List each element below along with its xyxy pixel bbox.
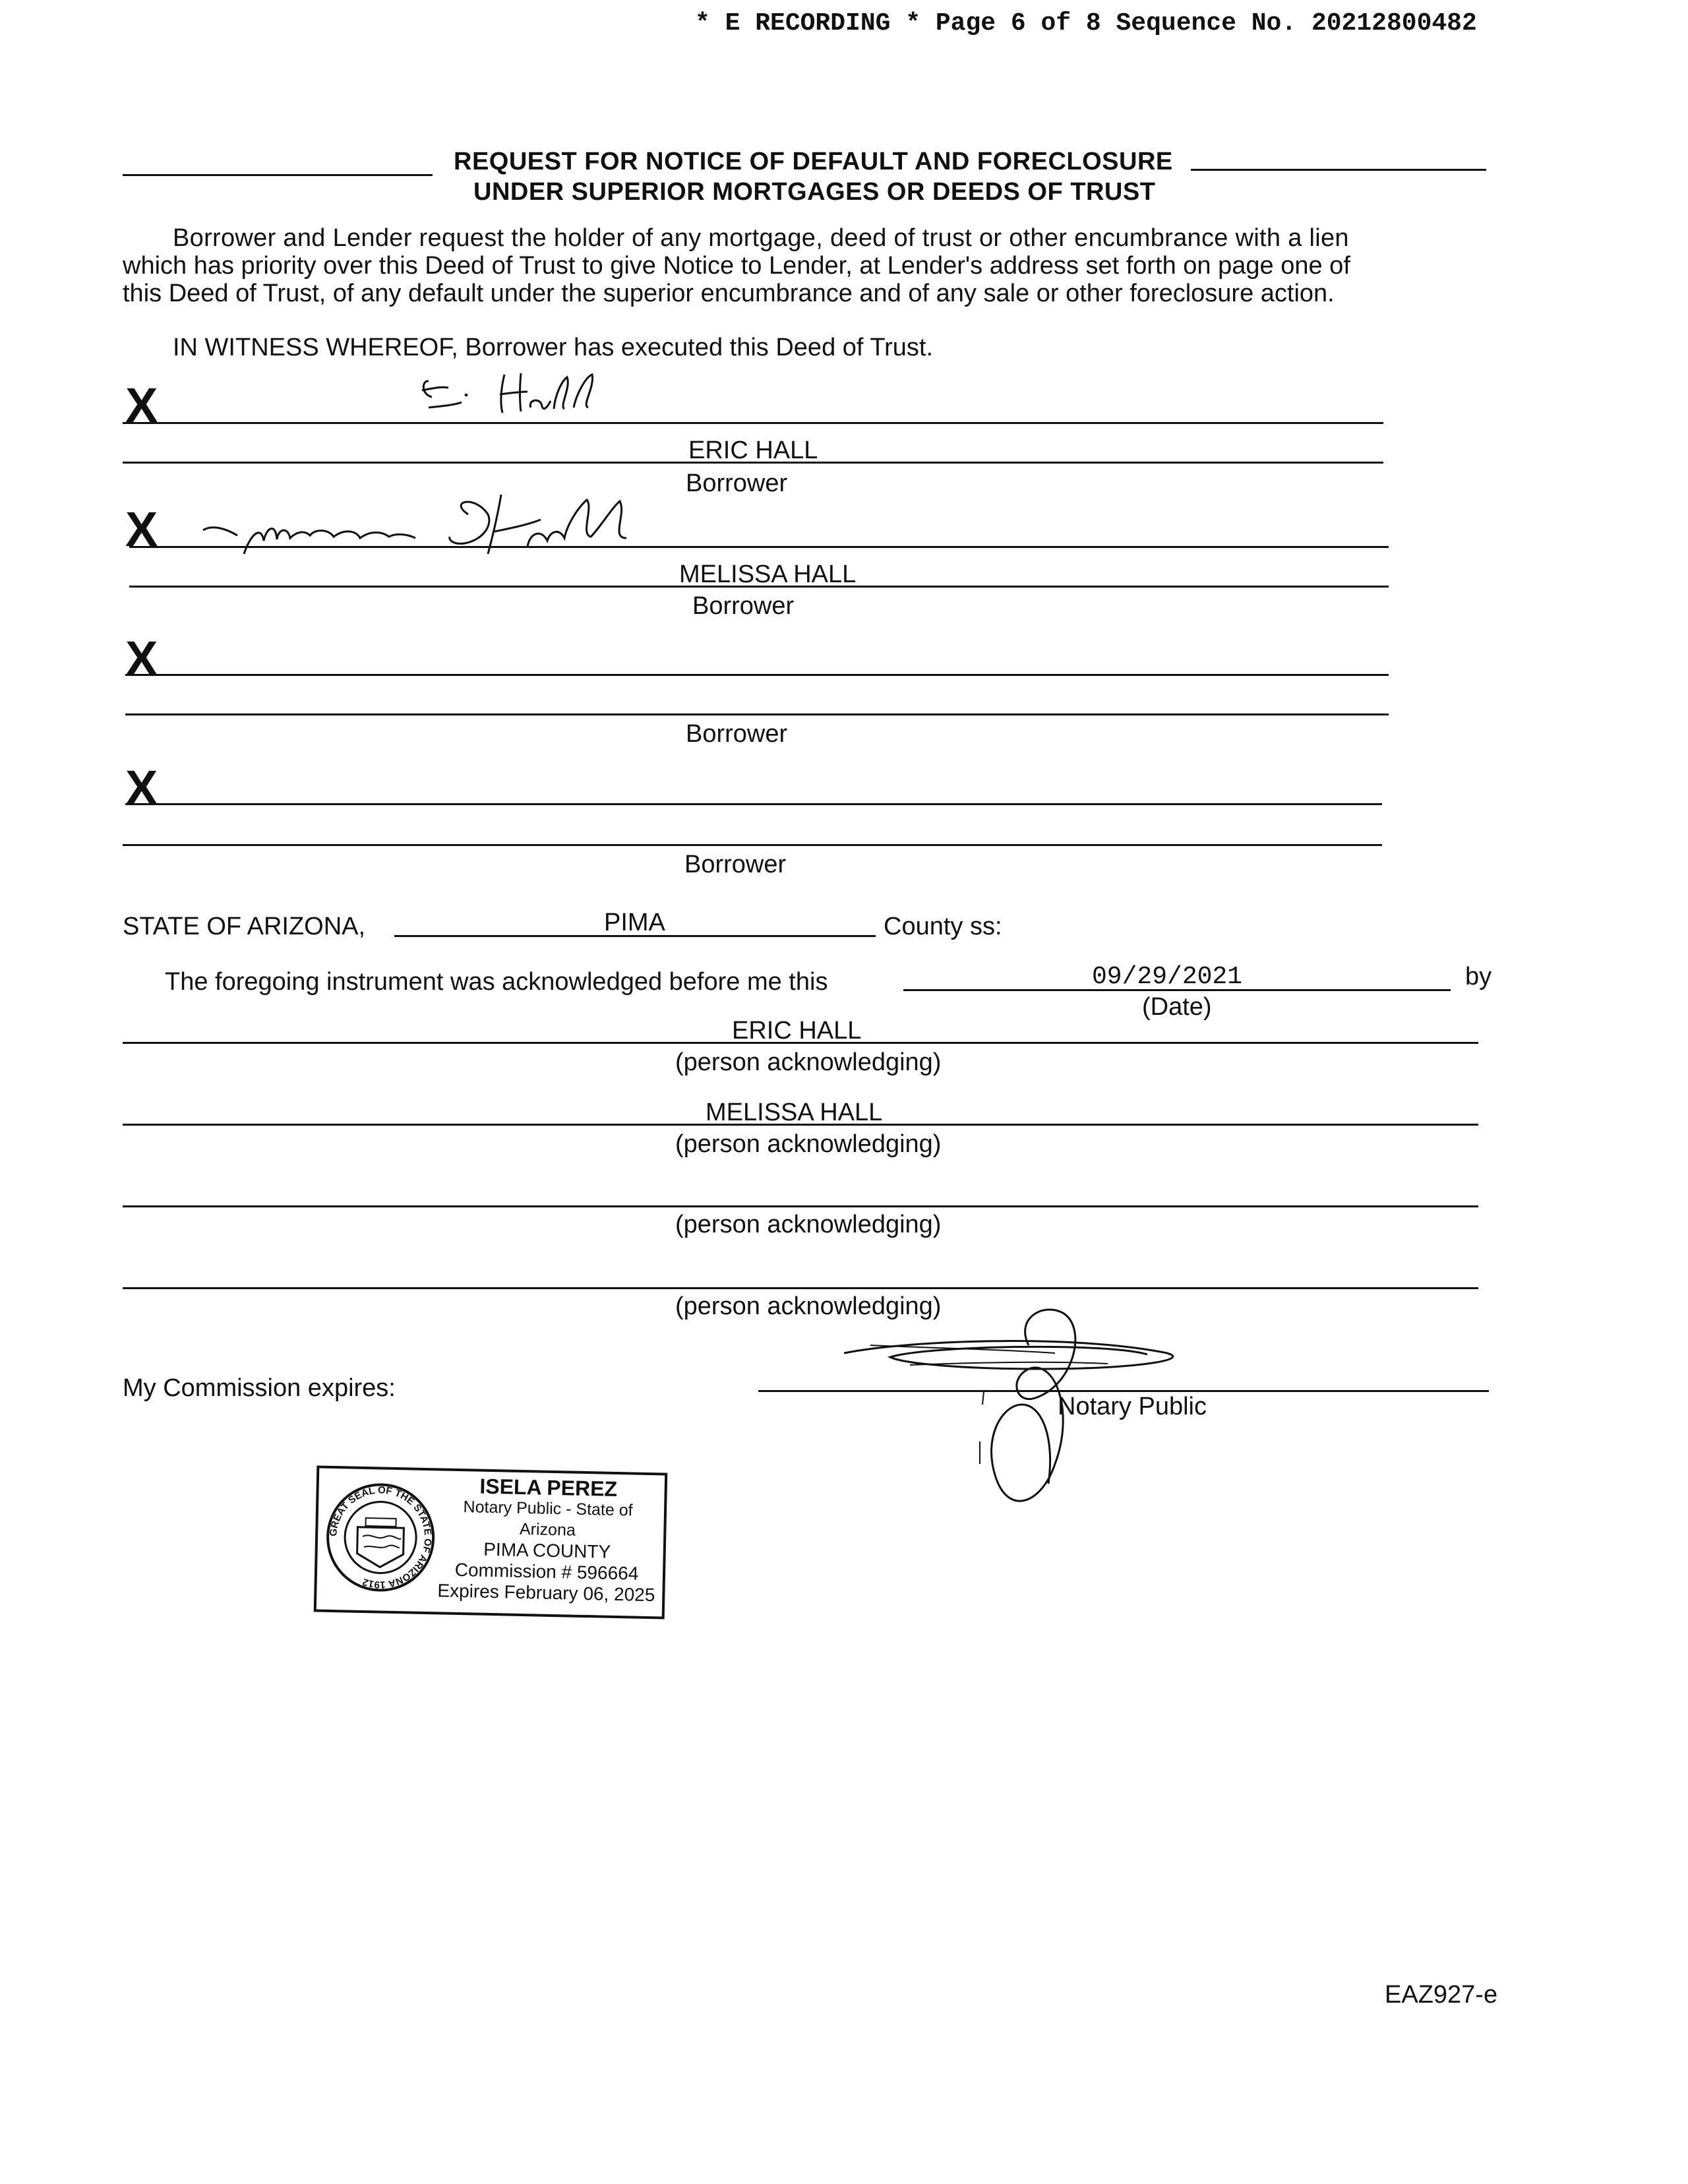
person-acknowledging-name: ERIC HALL — [732, 1017, 862, 1045]
signature-x-mark: X — [125, 502, 158, 557]
person-line — [123, 1287, 1478, 1289]
person-acknowledging-label: (person acknowledging) — [675, 1048, 942, 1076]
eric-hall-signature — [415, 368, 653, 421]
signature-line — [129, 546, 1389, 548]
notary-public-label: Notary Public — [1058, 1393, 1207, 1420]
stamp-commission-number: Commission # 596664 — [454, 1559, 639, 1584]
person-line — [123, 1042, 1478, 1044]
acknowledgment-text: The foregoing instrument was acknowledged before me this — [165, 968, 828, 996]
commission-expires-label: My Commission expires: — [123, 1374, 396, 1402]
stamp-notary-name: ISELA PEREZ — [479, 1474, 618, 1502]
stamp-title: Notary Public - State of Arizona — [463, 1498, 633, 1540]
stamp-expiration: Expires February 06, 2025 — [437, 1580, 655, 1606]
borrower-name: ERIC HALL — [688, 437, 818, 464]
name-line — [125, 713, 1389, 715]
person-acknowledging-label: (person acknowledging) — [675, 1130, 942, 1158]
form-code: EAZ927-e — [1385, 1981, 1498, 2009]
signature-x-mark: X — [125, 631, 158, 686]
date-label: (Date) — [1142, 993, 1212, 1021]
document-title-line2: UNDER SUPERIOR MORTGAGES OR DEEDS OF TRUST — [473, 178, 1156, 206]
borrower-name: MELISSA HALL — [679, 561, 857, 588]
signature-line — [125, 674, 1389, 676]
title-rule-left — [123, 174, 433, 176]
signature-line — [125, 803, 1382, 805]
borrower-label: Borrower — [686, 720, 788, 748]
paragraph-line-2: which has priority over this Deed of Trust to give Notice to Lender, at Lender's address set forth on page one of — [123, 252, 1350, 280]
county-name: PIMA — [604, 909, 665, 936]
paragraph-line-3: this Deed of Trust, of any default under the superior encumbrance and of any sale or other foreclosure action. — [123, 280, 1335, 307]
paragraph-line-1: Borrower and Lender request the holder of any mortgage, deed of trust or other encumbrance with a lien — [173, 224, 1349, 252]
acknowledgment-date: 09/29/2021 — [1092, 963, 1243, 991]
signature-x-mark: X — [125, 378, 158, 433]
document-title-line1: REQUEST FOR NOTICE OF DEFAULT AND FORECLOSURE — [454, 148, 1173, 175]
arizona-state-seal — [323, 1480, 438, 1595]
melissa-hall-signature — [198, 488, 699, 567]
person-acknowledging-label: (person acknowledging) — [675, 1211, 942, 1238]
state-label: STATE OF ARIZONA, — [123, 913, 366, 940]
notary-stamp — [314, 1465, 668, 1619]
borrower-label: Borrower — [684, 851, 787, 878]
person-acknowledging-label: (person acknowledging) — [675, 1292, 942, 1320]
borrower-label: Borrower — [686, 470, 788, 497]
person-line — [123, 1124, 1478, 1126]
stamp-county: PIMA COUNTY — [483, 1538, 611, 1562]
county-ss-label: County ss: — [884, 913, 1002, 940]
person-line — [123, 1205, 1478, 1207]
name-line — [123, 844, 1382, 846]
borrower-label: Borrower — [692, 592, 795, 620]
recording-header: * E RECORDING * Page 6 of 8 Sequence No. 20212800482 — [695, 9, 1477, 38]
person-acknowledging-name: MELISSA HALL — [706, 1099, 883, 1126]
witness-statement: IN WITNESS WHEREOF, Borrower has executed this Deed of Trust. — [173, 334, 934, 361]
signature-line — [123, 422, 1383, 424]
by-label: by — [1465, 963, 1492, 990]
seal-ring-text: GREAT SEAL OF THE STATE OF ARIZONA 1912 — [327, 1484, 434, 1591]
signature-x-mark: X — [125, 760, 158, 815]
title-rule-right — [1191, 169, 1486, 171]
